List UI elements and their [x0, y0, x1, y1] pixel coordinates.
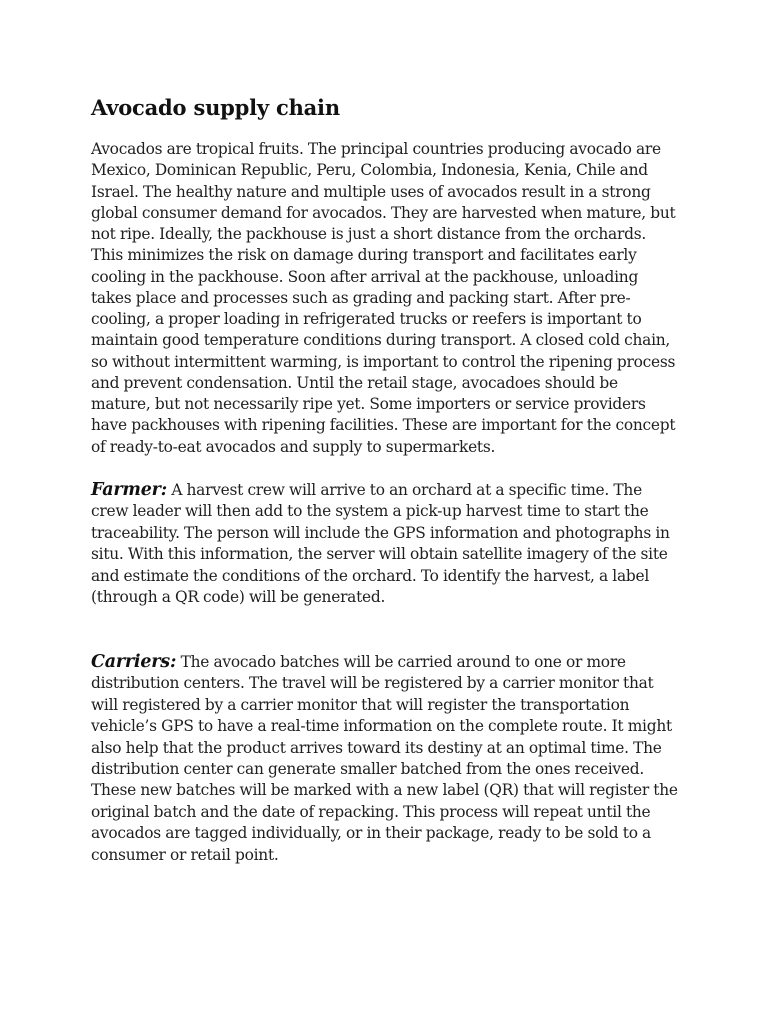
carriers-section [91, 652, 679, 866]
intro-paragraph: Avocados are tropical fruits. The principal countries producing avocado are Mexico, Dominican Republic, Peru, Colombia, Indonesia, Kenia, Chile and Israel. The healthy nature and multiple uses of avocados result in a strong global consumer demand for avocados. They are harvested when mature, but not ripe. Ideally, the packhouse is just a short distance from the orchards. This minimizes the risk on damage during transport and facilitates early cooling in the packhouse. Soon after arrival at the packhouse, unloading takes place and processes such as grading and packing start. After pre-cooling, a proper loading in refrigerated trucks or reefers is important to maintain good temperature conditions during transport. A closed cold chain, so without intermittent warming, is important to control the ripening process and prevent condensation. Until the retail stage, avocadoes should be mature, but not necessarily ripe yet. Some importers or service providers have packhouses with ripening facilities. These are important for the concept of ready-to-eat avocados and supply to supermarkets. [91, 140, 676, 456]
document-title: Avocado supply chain [91, 95, 340, 120]
farmer-section [91, 480, 679, 608]
carriers-label: Carriers: [91, 652, 177, 672]
farmer-text: A harvest crew will arrive to an orchard at a specific time. The crew leader will then add to the system a pick-up harvest time to start the traceability. The person will include the GPS information and photographs in situ. With this information, the server will obtain satellite imagery of the site and estimate the conditions of the orchard. To identify the harvest, a label (through a QR code) will be generated. [91, 481, 670, 607]
carriers-text: The avocado batches will be carried around to one or more distribution centers. The travel will be registered by a carrier monitor that will registered by a carrier monitor that will register the transportation vehicle’s GPS to have a real-time information on the complete route. It might also help that the product arrives toward its destiny at an optimal time. The distribution center can generate smaller batched from the ones received. These new batches will be marked with a new label (QR) that will register the original batch and the date of repacking. This process will repeat until the avocados are tagged individually, or in their package, ready to be sold to a consumer or retail point. [91, 653, 678, 864]
farmer-label: Farmer: [91, 480, 167, 500]
